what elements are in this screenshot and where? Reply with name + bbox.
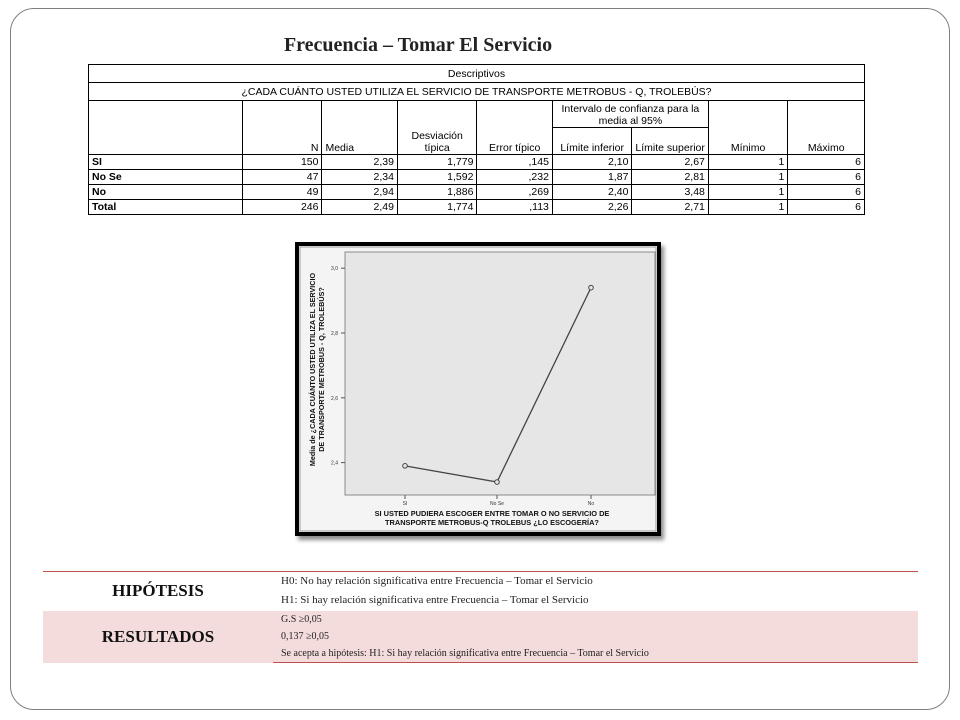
cell-value: 1,87 [552,170,632,185]
row-label: Total [89,200,243,215]
data-point [495,480,500,485]
cell-value: 2,81 [632,170,708,185]
plot-area [345,252,655,495]
header-error: Error típico [477,101,552,155]
hypothesis-summary [43,571,918,663]
data-point [589,285,594,290]
mean-line-chart [299,246,657,532]
table-row [89,155,865,170]
cell-value: 1 [708,185,788,200]
cell-value: ,232 [477,170,552,185]
cell-value: 6 [788,185,865,200]
hypothesis-h0: H0: No hay relación significativa entre Frecuencia – Tomar el Servicio [273,572,918,592]
cell-value: 2,40 [552,185,632,200]
cell-value: 1,592 [397,170,477,185]
table-row [89,170,865,185]
row-label-header [89,101,243,155]
cell-value: 2,10 [552,155,632,170]
y-tick-label: 2,4 [331,460,338,467]
row-label: No Se [89,170,243,185]
cell-value: ,269 [477,185,552,200]
cell-value: 2,49 [322,200,397,215]
resultados-label: RESULTADOS [43,611,273,663]
cell-value: 2,71 [632,200,708,215]
cell-value: ,113 [477,200,552,215]
x-axis-label: TRANSPORTE METROBUS-Q TROLEBUS ¿LO ESCOGERÍA? [385,518,599,527]
row-label: No [89,185,243,200]
header-maximo: Máximo [788,101,865,155]
cell-value: 1,774 [397,200,477,215]
header-ci-group: Intervalo de confianza para la media al 95% [552,101,708,128]
x-tick-label: SI [402,501,408,507]
x-tick-label: No Se [490,501,504,507]
header-limite-inferior: Límite inferior [552,128,632,155]
cell-value: 2,26 [552,200,632,215]
header-limite-superior: Límite superior [632,128,708,155]
cell-value: 2,34 [322,170,397,185]
table-row [89,200,865,215]
result-conclusion: Se acepta a hipótesis: H1: Si hay relación significativa entre Frecuencia – Tomar el Servicio [273,645,918,663]
hipotesis-label: HIPÓTESIS [43,572,273,611]
cell-value: 1,779 [397,155,477,170]
x-axis-label: SI USTED PUDIERA ESCOGER ENTRE TOMAR O NO SERVICIO DE [374,509,610,518]
table-row [89,185,865,200]
y-axis-label: DE TRANSPORTE METROBUS - Q, TROLEBÚS? [317,287,326,452]
cell-value: 49 [242,185,322,200]
x-tick-label: No [587,501,595,507]
table-caption: Descriptivos [89,65,865,83]
header-media: Media [322,101,397,155]
y-tick-label: 2,6 [331,395,338,402]
y-tick-label: 3,0 [331,266,338,273]
cell-value: ,145 [477,155,552,170]
page-title: Frecuencia – Tomar El Servicio [283,34,553,56]
row-label: SI [89,155,243,170]
result-line: G.S ≥0,05 [273,611,918,629]
cell-value: 2,39 [322,155,397,170]
cell-value: 150 [242,155,322,170]
table-question: ¿CADA CUÁNTO USTED UTILIZA EL SERVICIO DE TRANSPORTE METROBUS - Q, TROLEBÚS? [89,83,865,101]
y-axis-label: Media de ¿CADA CUÁNTO USTED UTILIZA EL SERVICIO [308,272,317,467]
cell-value: 2,67 [632,155,708,170]
cell-value: 1 [708,155,788,170]
header-desviacion: Desviación típica [397,101,477,155]
header-n: N [242,101,322,155]
header-minimo: Mínimo [708,101,788,155]
cell-value: 6 [788,170,865,185]
cell-value: 246 [242,200,322,215]
descriptivos-table [88,64,865,215]
y-tick-label: 2,8 [331,331,338,337]
cell-value: 1 [708,200,788,215]
cell-value: 6 [788,155,865,170]
cell-value: 1 [708,170,788,185]
chart-frame [295,242,661,536]
cell-value: 3,48 [632,185,708,200]
hypothesis-h1: H1: Si hay relación significativa entre Frecuencia – Tomar el Servicio [273,591,918,611]
cell-value: 2,94 [322,185,397,200]
cell-value: 1,886 [397,185,477,200]
data-point [403,464,408,469]
cell-value: 47 [242,170,322,185]
result-line: 0,137 ≥0,05 [273,628,918,645]
cell-value: 6 [788,200,865,215]
